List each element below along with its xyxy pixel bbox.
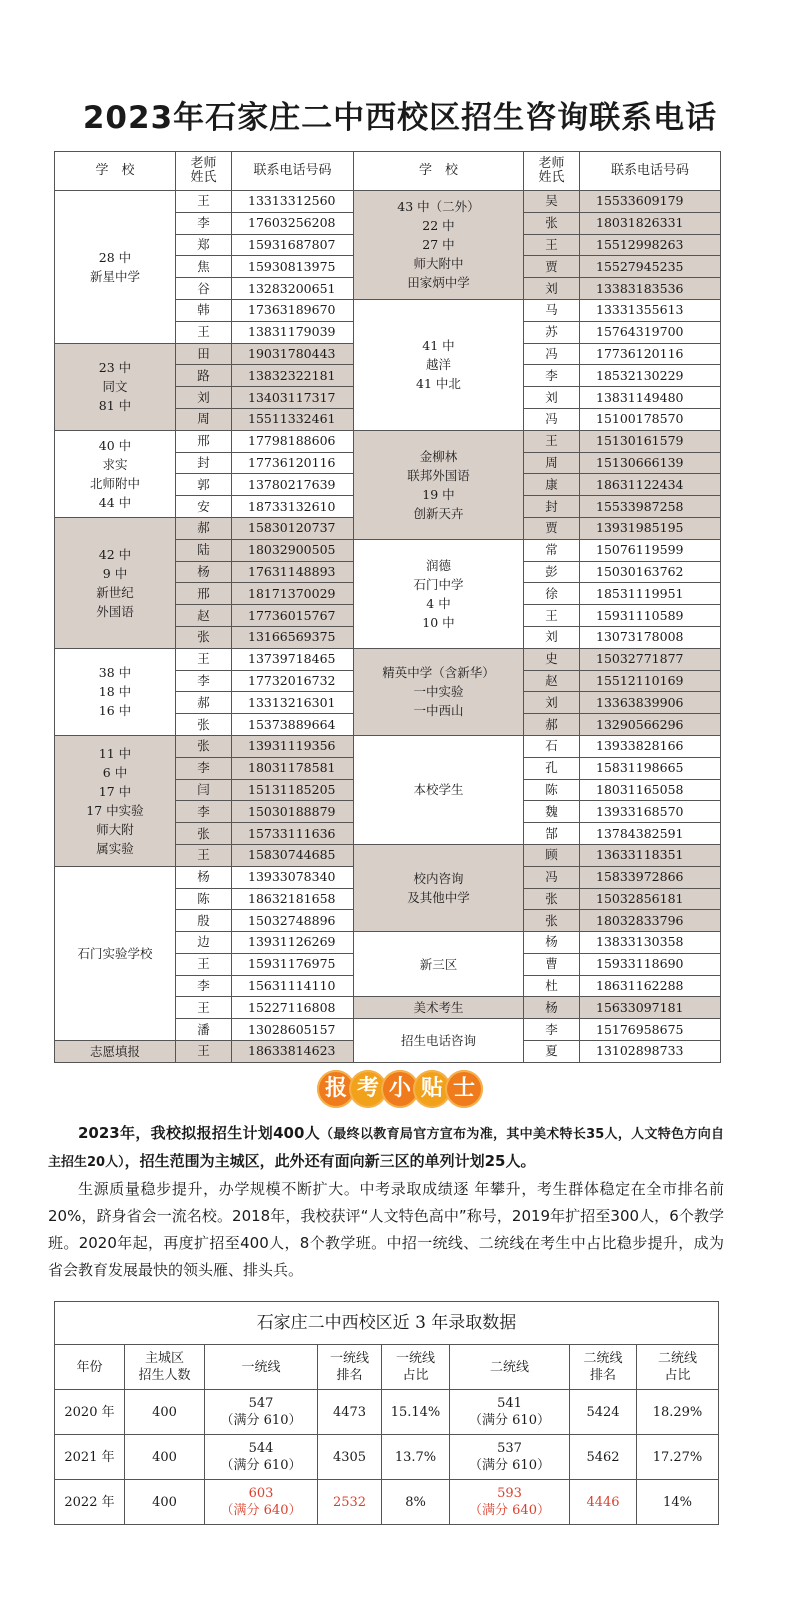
header-teacher-left: 老师 姓氏 bbox=[176, 152, 232, 191]
teacher-surname: 闫 bbox=[176, 779, 232, 801]
plan-tail: ，招生范围为主城区，此外还有面向新三区的单列计划25人。 bbox=[124, 1152, 536, 1170]
phone-number: 18032900505 bbox=[232, 539, 354, 561]
phone-number: 15830120737 bbox=[232, 517, 354, 539]
phone-number: 15933118690 bbox=[580, 953, 721, 975]
teacher-surname: 周 bbox=[524, 452, 580, 474]
intro-paragraph-plan bbox=[48, 1120, 724, 1176]
teacher-surname: 封 bbox=[524, 496, 580, 518]
phone-number: 19031780443 bbox=[232, 343, 354, 365]
teacher-surname: 李 bbox=[176, 975, 232, 997]
teacher-surname: 徐 bbox=[524, 583, 580, 605]
phone-number: 15830744685 bbox=[232, 844, 354, 866]
teacher-surname: 边 bbox=[176, 932, 232, 954]
teacher-surname: 张 bbox=[524, 910, 580, 932]
teacher-surname: 安 bbox=[176, 496, 232, 518]
phone-number: 13831179039 bbox=[232, 321, 354, 343]
phone-number: 15032748896 bbox=[232, 910, 354, 932]
teacher-surname: 周 bbox=[176, 408, 232, 430]
teacher-surname: 马 bbox=[524, 299, 580, 321]
school-cell-right: 金柳林 联邦外国语 19 中 创新天卉 bbox=[354, 430, 524, 539]
table-row bbox=[55, 430, 721, 452]
phone-number: 15833972866 bbox=[580, 866, 721, 888]
admission-header-cell: 二统线 bbox=[450, 1345, 570, 1390]
admission-cell-rank2: 5424 bbox=[570, 1390, 637, 1435]
phone-number: 15100178570 bbox=[580, 408, 721, 430]
phone-number: 13283200651 bbox=[232, 278, 354, 300]
teacher-surname: 邢 bbox=[176, 430, 232, 452]
header-teacher-right: 老师 姓氏 bbox=[524, 152, 580, 191]
admission-header-cell: 一统线 占比 bbox=[382, 1345, 450, 1390]
admission-header-cell: 主城区 招生人数 bbox=[125, 1345, 205, 1390]
tips-title-char: 士 bbox=[445, 1070, 483, 1108]
teacher-surname: 张 bbox=[176, 735, 232, 757]
teacher-surname: 李 bbox=[176, 801, 232, 823]
teacher-surname: 郑 bbox=[176, 234, 232, 256]
phone-number: 15931176975 bbox=[232, 953, 354, 975]
teacher-surname: 王 bbox=[176, 997, 232, 1019]
school-cell-left: 11 中 6 中 17 中 17 中实验 师大附 属实验 bbox=[55, 735, 176, 866]
teacher-surname: 李 bbox=[176, 670, 232, 692]
school-cell-right: 美术考生 bbox=[354, 997, 524, 1019]
phone-number: 15032856181 bbox=[580, 888, 721, 910]
phone-number: 15764319700 bbox=[580, 321, 721, 343]
header-phone-left: 联系电话号码 bbox=[232, 152, 354, 191]
admission-cell-pct2: 17.27% bbox=[637, 1435, 719, 1480]
phone-number: 13102898733 bbox=[580, 1041, 721, 1063]
phone-number: 15512998263 bbox=[580, 234, 721, 256]
phone-number: 13290566296 bbox=[580, 714, 721, 736]
phone-number: 13784382591 bbox=[580, 823, 721, 845]
teacher-surname: 曹 bbox=[524, 953, 580, 975]
teacher-surname: 张 bbox=[176, 626, 232, 648]
header-school-left: 学 校 bbox=[55, 152, 176, 191]
phone-number: 15633097181 bbox=[580, 997, 721, 1019]
teacher-surname: 邢 bbox=[176, 583, 232, 605]
teacher-surname: 杨 bbox=[176, 561, 232, 583]
tips-title-char: 小 bbox=[381, 1070, 419, 1108]
phone-number: 13933078340 bbox=[232, 866, 354, 888]
teacher-surname: 苏 bbox=[524, 321, 580, 343]
phone-number: 17363189670 bbox=[232, 299, 354, 321]
teacher-surname: 韩 bbox=[176, 299, 232, 321]
phone-number: 13833130358 bbox=[580, 932, 721, 954]
teacher-surname: 郝 bbox=[524, 714, 580, 736]
admission-cell-line2: 537 （满分 610） bbox=[450, 1435, 570, 1480]
phone-number: 15831198665 bbox=[580, 757, 721, 779]
phone-number: 15076119599 bbox=[580, 539, 721, 561]
phone-number: 13313312560 bbox=[232, 191, 354, 213]
teacher-surname: 王 bbox=[176, 191, 232, 213]
school-cell-right: 41 中 越洋 41 中北 bbox=[354, 299, 524, 430]
teacher-surname: 李 bbox=[176, 757, 232, 779]
admission-header-cell: 二统线 排名 bbox=[570, 1345, 637, 1390]
admission-cell-line1: 547 （满分 610） bbox=[205, 1390, 318, 1435]
teacher-surname: 王 bbox=[524, 234, 580, 256]
phone-number: 18632181658 bbox=[232, 888, 354, 910]
phone-number: 13931119356 bbox=[232, 735, 354, 757]
phone-number: 13363839906 bbox=[580, 692, 721, 714]
teacher-surname: 封 bbox=[176, 452, 232, 474]
phone-number: 17732016732 bbox=[232, 670, 354, 692]
phone-number: 13931126269 bbox=[232, 932, 354, 954]
teacher-surname: 李 bbox=[524, 365, 580, 387]
school-cell-left: 石门实验学校 bbox=[55, 866, 176, 1040]
teacher-surname: 陈 bbox=[524, 779, 580, 801]
phone-number: 18032833796 bbox=[580, 910, 721, 932]
admission-cell-rank1: 4473 bbox=[318, 1390, 382, 1435]
teacher-surname: 焦 bbox=[176, 256, 232, 278]
admission-cell-line2: 593 （满分 640） bbox=[450, 1480, 570, 1525]
teacher-surname: 杨 bbox=[524, 997, 580, 1019]
phone-number: 15032771877 bbox=[580, 648, 721, 670]
teacher-surname: 顾 bbox=[524, 844, 580, 866]
tips-title-char: 考 bbox=[349, 1070, 387, 1108]
teacher-surname: 刘 bbox=[524, 278, 580, 300]
teacher-surname: 王 bbox=[176, 648, 232, 670]
teacher-surname: 赵 bbox=[524, 670, 580, 692]
phone-number: 17603256208 bbox=[232, 212, 354, 234]
phone-number: 13831149480 bbox=[580, 387, 721, 409]
admission-cell-rank1: 2532 bbox=[318, 1480, 382, 1525]
phone-number: 15931687807 bbox=[232, 234, 354, 256]
table-row bbox=[55, 191, 721, 213]
admission-cell-count: 400 bbox=[125, 1390, 205, 1435]
teacher-surname: 王 bbox=[176, 844, 232, 866]
teacher-surname: 杨 bbox=[524, 932, 580, 954]
school-cell-left: 38 中 18 中 16 中 bbox=[55, 648, 176, 735]
teacher-surname: 张 bbox=[524, 212, 580, 234]
teacher-surname: 贾 bbox=[524, 517, 580, 539]
teacher-surname: 郜 bbox=[524, 823, 580, 845]
admission-cell-year: 2022 年 bbox=[55, 1480, 125, 1525]
teacher-surname: 吴 bbox=[524, 191, 580, 213]
teacher-surname: 李 bbox=[176, 212, 232, 234]
teacher-surname: 杜 bbox=[524, 975, 580, 997]
admission-header-cell: 二统线 占比 bbox=[637, 1345, 719, 1390]
teacher-surname: 王 bbox=[176, 321, 232, 343]
admission-cell-rank2: 5462 bbox=[570, 1435, 637, 1480]
phone-number: 15512110169 bbox=[580, 670, 721, 692]
phone-number: 15130161579 bbox=[580, 430, 721, 452]
phone-number: 15130666139 bbox=[580, 452, 721, 474]
phone-number: 13832322181 bbox=[232, 365, 354, 387]
phone-number: 17736120116 bbox=[580, 343, 721, 365]
header-phone-right: 联系电话号码 bbox=[580, 152, 721, 191]
phone-number: 18631162288 bbox=[580, 975, 721, 997]
admission-header-cell: 一统线 排名 bbox=[318, 1345, 382, 1390]
phone-number: 18631122434 bbox=[580, 474, 721, 496]
teacher-surname: 郝 bbox=[176, 692, 232, 714]
teacher-surname: 夏 bbox=[524, 1041, 580, 1063]
teacher-surname: 郝 bbox=[176, 517, 232, 539]
plan-main: 2023年，我校拟报招生计划400人 bbox=[78, 1124, 321, 1142]
teacher-surname: 杨 bbox=[176, 866, 232, 888]
phone-number: 13633118351 bbox=[580, 844, 721, 866]
phone-number: 18633814623 bbox=[232, 1041, 354, 1063]
admission-cell-year: 2020 年 bbox=[55, 1390, 125, 1435]
phone-number: 18031826331 bbox=[580, 212, 721, 234]
school-cell-right: 精英中学（含新华） 一中实验 一中西山 bbox=[354, 648, 524, 735]
admission-cell-pct2: 14% bbox=[637, 1480, 719, 1525]
teacher-surname: 康 bbox=[524, 474, 580, 496]
phone-number: 18031165058 bbox=[580, 779, 721, 801]
teacher-surname: 石 bbox=[524, 735, 580, 757]
phone-number: 17631148893 bbox=[232, 561, 354, 583]
admission-cell-rank2: 4446 bbox=[570, 1480, 637, 1525]
teacher-surname: 冯 bbox=[524, 343, 580, 365]
admission-cell-pct1: 15.14% bbox=[382, 1390, 450, 1435]
phone-number: 18531119951 bbox=[580, 583, 721, 605]
teacher-surname: 潘 bbox=[176, 1019, 232, 1041]
school-cell-right: 招生电话咨询 bbox=[354, 1019, 524, 1063]
phone-number: 15511332461 bbox=[232, 408, 354, 430]
phone-number: 15176958675 bbox=[580, 1019, 721, 1041]
admission-cell-pct1: 13.7% bbox=[382, 1435, 450, 1480]
admission-table bbox=[54, 1301, 719, 1525]
phone-number: 17798188606 bbox=[232, 430, 354, 452]
phone-number: 18171370029 bbox=[232, 583, 354, 605]
school-cell-left: 志愿填报 bbox=[55, 1041, 176, 1063]
teacher-surname: 刘 bbox=[524, 692, 580, 714]
phone-number: 17736015767 bbox=[232, 605, 354, 627]
teacher-surname: 冯 bbox=[524, 866, 580, 888]
table-row bbox=[55, 648, 721, 670]
phone-number: 13780217639 bbox=[232, 474, 354, 496]
teacher-surname: 王 bbox=[176, 1041, 232, 1063]
teacher-surname: 刘 bbox=[524, 626, 580, 648]
teacher-surname: 常 bbox=[524, 539, 580, 561]
admission-cell-pct1: 8% bbox=[382, 1480, 450, 1525]
phone-number: 15227116808 bbox=[232, 997, 354, 1019]
admission-header-cell: 一统线 bbox=[205, 1345, 318, 1390]
teacher-surname: 陈 bbox=[176, 888, 232, 910]
admission-cell-pct2: 18.29% bbox=[637, 1390, 719, 1435]
teacher-surname: 殷 bbox=[176, 910, 232, 932]
phone-number: 13331355613 bbox=[580, 299, 721, 321]
phone-number: 13313216301 bbox=[232, 692, 354, 714]
admission-cell-line2: 541 （满分 610） bbox=[450, 1390, 570, 1435]
table-row bbox=[55, 1480, 719, 1525]
phone-number: 15533987258 bbox=[580, 496, 721, 518]
teacher-surname: 陆 bbox=[176, 539, 232, 561]
teacher-surname: 王 bbox=[524, 430, 580, 452]
admission-header-cell: 年份 bbox=[55, 1345, 125, 1390]
header-school-right: 学 校 bbox=[354, 152, 524, 191]
page-title: 2023年石家庄二中西校区招生咨询联系电话 bbox=[82, 100, 718, 136]
school-cell-left: 40 中 求实 北师附中 44 中 bbox=[55, 430, 176, 517]
teacher-surname: 冯 bbox=[524, 408, 580, 430]
phone-number: 15733111636 bbox=[232, 823, 354, 845]
admission-cell-count: 400 bbox=[125, 1480, 205, 1525]
phone-number: 13933828166 bbox=[580, 735, 721, 757]
phone-number: 13028605157 bbox=[232, 1019, 354, 1041]
school-cell-left: 23 中 同文 81 中 bbox=[55, 343, 176, 430]
teacher-surname: 张 bbox=[176, 823, 232, 845]
phone-number: 15030163762 bbox=[580, 561, 721, 583]
phone-number: 15131185205 bbox=[232, 779, 354, 801]
phone-number: 13739718465 bbox=[232, 648, 354, 670]
phone-number: 18031178581 bbox=[232, 757, 354, 779]
admission-cell-year: 2021 年 bbox=[55, 1435, 125, 1480]
phone-number: 15533609179 bbox=[580, 191, 721, 213]
teacher-surname: 谷 bbox=[176, 278, 232, 300]
phone-number: 15373889664 bbox=[232, 714, 354, 736]
teacher-surname: 郭 bbox=[176, 474, 232, 496]
admission-cell-count: 400 bbox=[125, 1435, 205, 1480]
phone-number: 13931985195 bbox=[580, 517, 721, 539]
teacher-surname: 魏 bbox=[524, 801, 580, 823]
school-cell-right: 新三区 bbox=[354, 932, 524, 997]
teacher-surname: 张 bbox=[524, 888, 580, 910]
intro-text bbox=[48, 1120, 724, 1284]
teacher-surname: 田 bbox=[176, 343, 232, 365]
teacher-surname: 孔 bbox=[524, 757, 580, 779]
phone-number: 13933168570 bbox=[580, 801, 721, 823]
teacher-surname: 王 bbox=[524, 605, 580, 627]
intro-paragraph-history: 生源质量稳步提升，办学规模不断扩大。中考录取成绩逐 年攀升，考生群体稳定在全市排名前20%，跻身省会一流名校。2018年，我校获评“人文特色高中”称号，2019年扩招至300人，6个教学班。2020年起，再度扩招至400人，8个教学班。中招一统线、二统线在考生中占比稳步提升，成为省会教育发展最快的领头雁、排头兵。 bbox=[48, 1180, 724, 1279]
phone-number: 13073178008 bbox=[580, 626, 721, 648]
table-row bbox=[55, 1435, 719, 1480]
school-cell-left: 28 中 新星中学 bbox=[55, 191, 176, 344]
teacher-surname: 李 bbox=[524, 1019, 580, 1041]
phone-number: 15631114110 bbox=[232, 975, 354, 997]
admission-cell-line1: 603 （满分 640） bbox=[205, 1480, 318, 1525]
teacher-surname: 彭 bbox=[524, 561, 580, 583]
admission-table-title: 石家庄二中西校区近 3 年录取数据 bbox=[55, 1302, 719, 1345]
phone-number: 17736120116 bbox=[232, 452, 354, 474]
school-cell-right: 校内咨询 及其他中学 bbox=[354, 844, 524, 931]
phone-number: 13383183536 bbox=[580, 278, 721, 300]
teacher-surname: 史 bbox=[524, 648, 580, 670]
phone-number: 15030188879 bbox=[232, 801, 354, 823]
admission-cell-rank1: 4305 bbox=[318, 1435, 382, 1480]
tips-title-char: 报 bbox=[317, 1070, 355, 1108]
phone-number: 13403117317 bbox=[232, 387, 354, 409]
teacher-surname: 赵 bbox=[176, 605, 232, 627]
tips-title-char: 贴 bbox=[413, 1070, 451, 1108]
school-cell-left: 42 中 9 中 新世纪 外国语 bbox=[55, 517, 176, 648]
phone-number: 13166569375 bbox=[232, 626, 354, 648]
teacher-surname: 刘 bbox=[524, 387, 580, 409]
phone-number: 15527945235 bbox=[580, 256, 721, 278]
admission-cell-line1: 544 （满分 610） bbox=[205, 1435, 318, 1480]
table-row bbox=[55, 1390, 719, 1435]
school-cell-right: 本校学生 bbox=[354, 735, 524, 844]
teacher-surname: 王 bbox=[176, 953, 232, 975]
school-cell-right: 43 中（二外） 22 中 27 中 师大附中 田家炳中学 bbox=[354, 191, 524, 300]
school-cell-right: 润德 石门中学 4 中 10 中 bbox=[354, 539, 524, 648]
teacher-surname: 刘 bbox=[176, 387, 232, 409]
plan-note: （最终以教育局官方宣布为准，其中美术特长35人，人文特色方向自主招生20人） bbox=[48, 1127, 725, 1170]
teacher-surname: 路 bbox=[176, 365, 232, 387]
phone-number: 15931110589 bbox=[580, 605, 721, 627]
contact-table-header bbox=[55, 152, 721, 191]
teacher-surname: 贾 bbox=[524, 256, 580, 278]
phone-number: 18733132610 bbox=[232, 496, 354, 518]
teacher-surname: 张 bbox=[176, 714, 232, 736]
exam-tips-banner bbox=[0, 1070, 800, 1108]
phone-number: 15930813975 bbox=[232, 256, 354, 278]
table-row bbox=[55, 735, 721, 757]
phone-number: 18532130229 bbox=[580, 365, 721, 387]
contact-table bbox=[54, 151, 721, 1063]
